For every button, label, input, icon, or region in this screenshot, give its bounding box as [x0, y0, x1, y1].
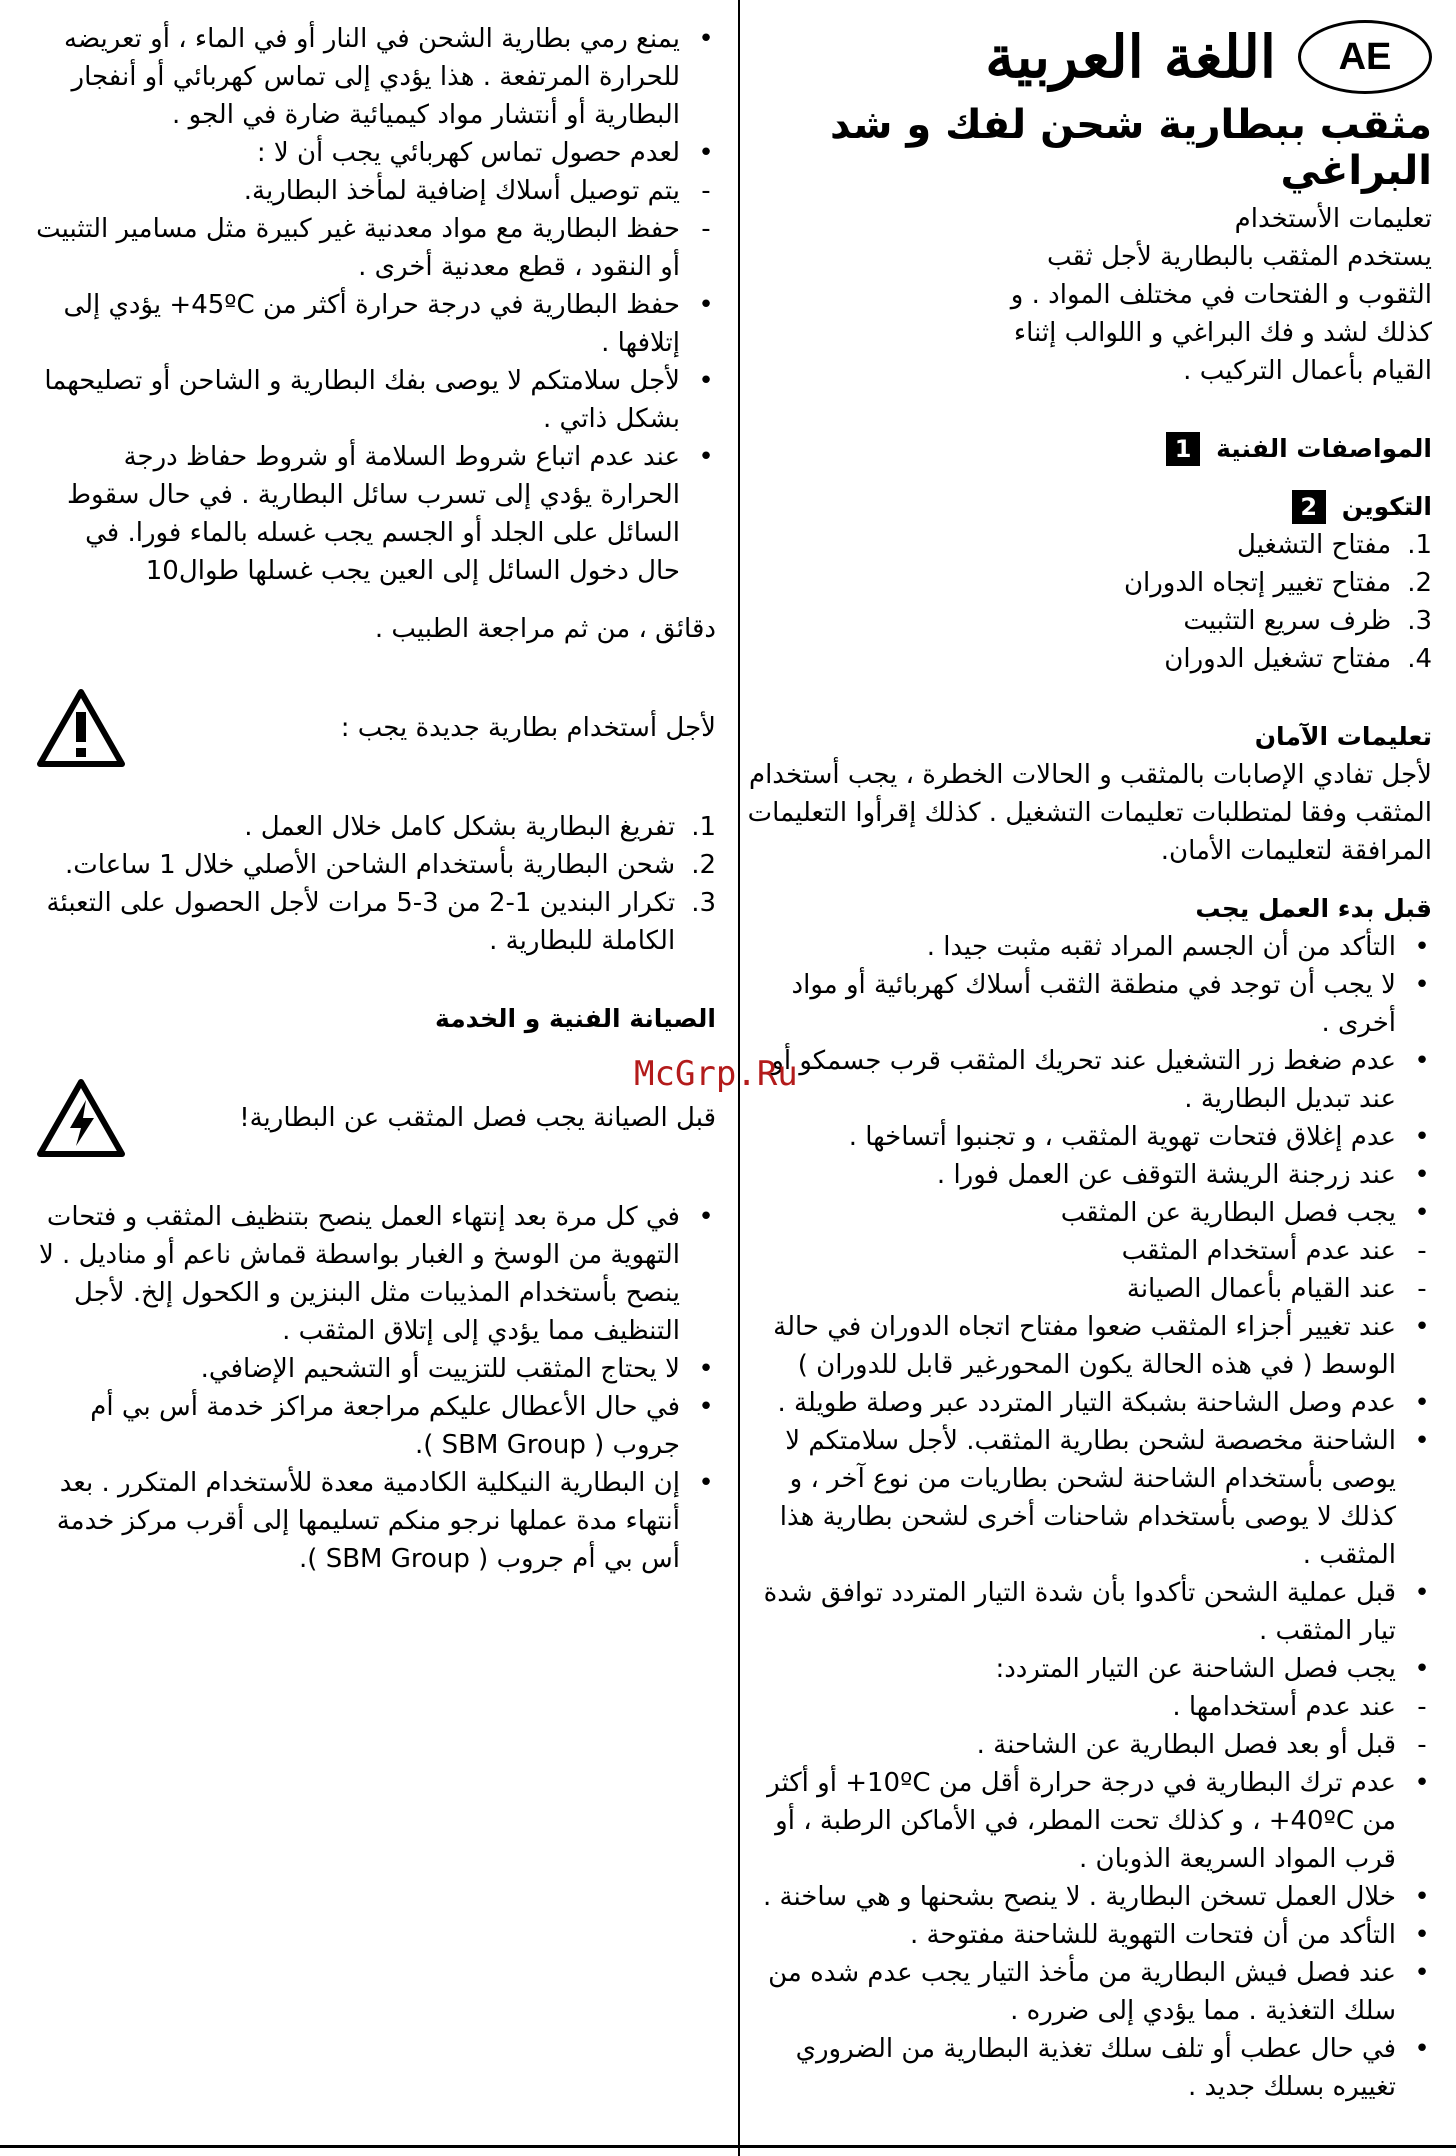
before-work-list — [732, 928, 1432, 2106]
language-badge: AE — [1298, 20, 1432, 94]
list-item: • يجب فصل الشاحنة عن التيار المتردد: — [995, 1654, 1430, 1684]
new-battery-warning — [36, 688, 716, 768]
config-list — [732, 526, 1432, 678]
list-item: - عند عدم أستخدام المثقب — [1121, 1236, 1427, 1266]
right-column — [732, 20, 1432, 2106]
list-item: • عدم ترك البطارية في درجة حرارة أقل من 10ºC+ أو أكثر من 40ºC+ ، و كذلك تحت المطر، في الأماكن الرطبة ، أو قرب المواد السريعة الذوبان . — [767, 1768, 1430, 1874]
list-item: • إن البطارية النيكلية الكادمية معدة للأستخدام المتكرر . بعد أنتهاء مدة عملها نرجو منكم تسليمها إلى أقرب مركز خدمة أس بي أم جروب ( SBM Group ). — [56, 1468, 714, 1574]
list-item: - قبل أو بعد فصل البطارية عن الشاحنة . — [976, 1730, 1427, 1760]
list-item: • حفظ البطارية في درجة حرارة أكثر من 45ºC+ يؤدي إلى إتلافها . — [63, 290, 714, 358]
specs-number-box: 1 — [1166, 432, 1200, 466]
electric-warning-icon — [36, 1078, 126, 1158]
list-item: • عند فصل فيش البطارية من مأخذ التيار يجب عدم شده من سلك التغذية . مما يؤدي إلى ضرره . — [768, 1958, 1430, 2026]
list-item: 3. تكرار البندين 1-2 من 3-5 مرات لأجل الحصول على التعبئة الكاملة للبطارية . — [46, 888, 716, 956]
maintenance-warning-text: قبل الصيانة يجب فصل المثقب عن البطارية! — [239, 1103, 716, 1133]
list-item: • عند عدم اتباع شروط السلامة أو شروط حفاظ درجة الحرارة يؤدي إلى تسرب سائل البطارية . في حال سقوط السائل على الجلد أو الجسم يجب غسله بالماء فورا. في حال دخول السائل إلى العين يجب غسلها طوال10 — [67, 442, 714, 586]
list-item: • في حال عطب أو تلف سلك تغذية البطارية من الضروري تغييره بسلك جديد . — [795, 2034, 1430, 2102]
usage-heading: تعليمات الأستخدام — [1234, 204, 1432, 234]
new-battery-steps — [36, 808, 716, 960]
list-item: • قبل عملية الشحن تأكدوا بأن شدة التيار المتردد توافق شدة تيار المثقب . — [763, 1578, 1430, 1646]
config-label: التكوين — [1341, 492, 1432, 521]
list-item: • عند تغيير أجزاء المثقب ضعوا مفتاح اتجاه الدوران في حالة الوسط ( في هذه الحالة يكون المحورغير قابل للدوران ) — [773, 1312, 1430, 1380]
usage-text: يستخدم المثقب بالبطارية لأجل ثقب الثقوب و الفتحات في مختلف المواد . و كذلك لشد و فك البراغي و اللوالب إثناء القيام بأعمال التركيب . — [1010, 242, 1432, 386]
language-header — [732, 20, 1432, 94]
config-item: 2. مفتاح تغيير إتجاه الدوران — [1123, 568, 1432, 598]
list-item: • التأكد من أن الجسم المراد ثقبه مثبت جيدا . — [926, 932, 1430, 962]
list-item: • في كل مرة بعد إنتهاء العمل ينصح بتنظيف المثقب و فتحات التهوية من الوسخ و الغبار بواسطة قماش ناعم أو مناديل . لا ينصح بأستخدام المذيبات مثل البنزين و الكحول إلخ. لأجل التنظيف مما يؤدي إلى إتلاق المثقب . — [38, 1202, 714, 1346]
left-column — [36, 20, 716, 1578]
safety-heading: تعليمات الآمان — [1254, 722, 1432, 751]
watermark: McGrp.Ru — [634, 1054, 798, 1094]
list-item: 1. تفريغ البطارية بشكل كامل خلال العمل . — [244, 812, 716, 842]
list-item: 2. شحن البطارية بأستخدام الشاحن الأصلي خلال 1 ساعات. — [65, 850, 716, 880]
maintenance-heading: الصيانة الفنية و الخدمة — [435, 1004, 716, 1033]
list-item: • التأكد من أن فتحات التهوية للشاحنة مفتوحة . — [909, 1920, 1430, 1950]
list-item: • لعدم حصول تماس كهربائي يجب أن لا : — [256, 138, 714, 168]
warning-triangle-icon — [36, 688, 126, 768]
list-item: • لأجل سلامتكم لا يوصى بفك البطارية و الشاحن أو تصليحهما بشكل ذاتي . — [44, 366, 714, 434]
list-item: • يجب فصل البطارية عن المثقب — [1060, 1198, 1430, 1228]
config-heading — [732, 488, 1432, 526]
list-item: • عدم ضغط زر التشغيل عند تحريك المثقب قرب جسمكو أو عند تبديل البطارية . — [771, 1046, 1430, 1114]
config-item: 3. ظرف سريع التثبيت — [1183, 606, 1432, 636]
config-number-box: 2 — [1292, 490, 1326, 524]
maintenance-warning — [36, 1078, 716, 1158]
product-title: مثقب ببطارية شحن لفك و شد البراغي — [829, 102, 1432, 194]
list-item: • الشاحنة مخصصة لشحن بطارية المثقب. لأجل سلامتكم لا يوصى بأستخدام الشاحنة لشحن بطاريات من نوع آخر ، و كذلك لا يوصى بأستخدام شاحنات أخرى لشحن بطارية هذا المثقب . — [779, 1426, 1430, 1570]
safety-text: لأجل تفادي الإصابات بالمثقب و الحالات الخطرة ، يجب أستخدام المثقب وفقا لمتطلبات تعليمات التشغيل . كذلك إقرأوا التعليمات المرافقة لتعليمات الأمان. — [747, 760, 1432, 866]
list-item: • في حال الأعطال عليكم مراجعة مراكز خدمة أس بي أم جروب ( SBM Group ). — [90, 1392, 714, 1460]
maintenance-list — [36, 1198, 716, 1578]
config-item: 1. مفتاح التشغيل — [1237, 530, 1432, 560]
list-item: • لا يحتاج المثقب للتزييت أو التشحيم الإضافي. — [200, 1354, 714, 1384]
specs-label: المواصفات الفنية — [1216, 434, 1432, 463]
footer-rule — [0, 2145, 1456, 2148]
config-item: 4. مفتاح تشغيل الدوران — [1164, 644, 1432, 674]
list-item: - عند القيام بأعمال الصيانة — [1126, 1274, 1427, 1304]
before-work-heading: قبل بدء العمل يجب — [1195, 894, 1432, 923]
new-battery-text: لأجل أستخدام بطارية جديدة يجب : — [340, 713, 716, 743]
list-item: • عند زرجنة الريشة التوقف عن العمل فورا . — [936, 1160, 1430, 1190]
list-item: - عند عدم أستخدامها . — [1172, 1692, 1427, 1722]
list-item: - حفظ البطارية مع مواد معدنية غير كبيرة مثل مسامير التثبيت أو النقود ، قطع معدنية أخرى . — [36, 214, 711, 282]
list-item: • عدم إغلاق فتحات تهوية المثقب ، و تجنبوا أتساخها . — [848, 1122, 1430, 1152]
list-item: - يتم توصيل أسلاك إضافية لمأخذ البطارية. — [243, 176, 711, 206]
list-item: • خلال العمل تسخن البطارية . لا ينصح بشحنها و هي ساخنة . — [762, 1882, 1430, 1912]
language-title: اللغة العربية — [985, 23, 1276, 91]
battery-safety-list — [36, 20, 716, 590]
list-item: • لا يجب أن توجد في منطقة الثقب أسلاك كهربائية أو مواد أخرى . — [791, 970, 1430, 1038]
list-item: • يمنع رمي بطارية الشحن في النار أو في الماء ، أو تعريضه للحرارة المرتفعة . هذا يؤدي إلى تماس كهربائي أو أنفجار البطارية أو أنتشار مواد كيميائية ضارة في الجو . — [64, 24, 714, 130]
doctor-note: دقائق ، من ثم مراجعة الطبيب . — [374, 614, 716, 644]
specs-heading — [732, 430, 1432, 468]
list-item: • عدم وصل الشاحنة بشبكة التيار المتردد عبر وصلة طويلة . — [777, 1388, 1430, 1418]
